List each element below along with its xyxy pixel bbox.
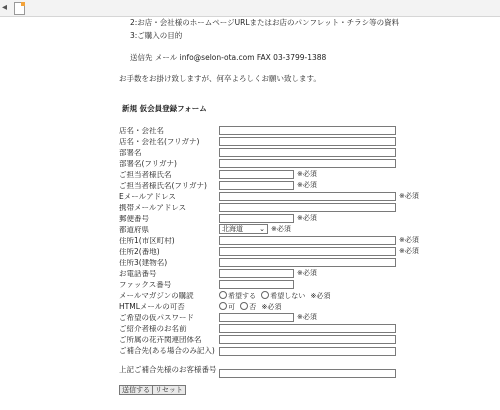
- phone-input[interactable]: [219, 269, 294, 278]
- radio-label: 希望しない: [270, 292, 306, 300]
- supplier-customer-number-input[interactable]: [219, 369, 396, 378]
- field-label: 上記ご補合先様のお客様番号: [119, 365, 217, 374]
- field-label: 住所1(市区町村): [119, 237, 175, 245]
- field-label: ご担当者様氏名(フリガナ): [119, 182, 207, 190]
- field-label: 郵便番号: [119, 215, 149, 223]
- field-label: ご所属の花卉関連団体名: [119, 336, 202, 344]
- address2-input[interactable]: [219, 247, 396, 256]
- field-label: 部署名(フリガナ): [119, 160, 177, 168]
- field-label: 店名・会社名(フリガナ): [119, 138, 200, 146]
- shop-name-input[interactable]: [219, 126, 396, 135]
- required-mark: ※必須: [399, 192, 419, 200]
- field-label: 部署名: [119, 149, 142, 157]
- contact-name-kana-input[interactable]: [219, 181, 294, 190]
- required-mark: ※必須: [261, 303, 282, 311]
- radio-label: 可: [228, 303, 235, 311]
- chevron-left-icon[interactable]: ◂: [2, 2, 8, 13]
- html-mail-no-radio[interactable]: [240, 302, 248, 310]
- field-label: Eメールアドレス: [119, 193, 176, 201]
- address3-input[interactable]: [219, 258, 396, 267]
- newsletter-radio-group: [219, 291, 330, 300]
- required-mark: ※必須: [297, 214, 317, 222]
- submit-button[interactable]: 送信する: [119, 385, 153, 395]
- send-info: 送信先 メール info@selon-ota.com FAX 03-3799-1388: [130, 53, 327, 62]
- field-label: 都道府県: [119, 226, 149, 234]
- fax-input[interactable]: [219, 280, 294, 289]
- flower-group-input[interactable]: [219, 335, 396, 344]
- reset-button[interactable]: リセット: [152, 385, 186, 395]
- field-label: HTMLメールの可否: [119, 303, 185, 311]
- required-mark: ※必須: [271, 225, 291, 233]
- radio-label: 希望する: [228, 292, 256, 300]
- field-label: 住所3(建物名): [119, 259, 168, 267]
- request-text: お手数をお掛け致しますが、何卒よろしくお願い致します。: [119, 74, 321, 83]
- newsletter-yes-radio[interactable]: [219, 291, 227, 299]
- field-label: ファックス番号: [119, 281, 172, 289]
- radio-label: 否: [249, 303, 257, 311]
- mobile-email-input[interactable]: [219, 203, 396, 212]
- required-mark: ※必須: [399, 236, 419, 244]
- shop-name-kana-input[interactable]: [219, 137, 396, 146]
- contact-name-input[interactable]: [219, 170, 294, 179]
- newsletter-no-radio[interactable]: [261, 291, 269, 299]
- password-input[interactable]: [219, 313, 294, 322]
- field-label: ご担当者様氏名: [119, 171, 172, 179]
- field-label: ご希望の仮パスワード: [119, 314, 194, 322]
- referrer-name-input[interactable]: [219, 324, 396, 333]
- required-mark: ※必須: [399, 247, 419, 255]
- field-label: お電話番号: [119, 270, 157, 278]
- browser-tab-bar: [0, 0, 500, 17]
- field-label: 店名・会社名: [119, 127, 164, 135]
- chevron-down-icon: ⌄: [259, 225, 265, 233]
- address1-input[interactable]: [219, 236, 396, 245]
- department-kana-input[interactable]: [219, 159, 396, 168]
- field-label: 携帯メールアドレス: [119, 204, 187, 212]
- html-mail-yes-radio[interactable]: [219, 302, 227, 310]
- required-mark: ※必須: [297, 313, 317, 321]
- department-input[interactable]: [219, 148, 396, 157]
- required-mark: ※必須: [310, 292, 331, 300]
- required-mark: ※必須: [297, 170, 317, 178]
- prefecture-select[interactable]: [219, 224, 268, 234]
- form-title: 新規 仮会員登録フォーム: [122, 104, 207, 113]
- field-label: ご補合先(ある場合のみ記入): [119, 346, 215, 355]
- required-mark: ※必須: [297, 181, 317, 189]
- field-label: メールマガジンの購読: [119, 292, 194, 300]
- required-mark: ※必須: [297, 269, 317, 277]
- prefecture-value: 北海道: [222, 225, 243, 233]
- page-icon[interactable]: [14, 2, 25, 15]
- postal-code-input[interactable]: [219, 214, 294, 223]
- intro-item-2: 2:お店・会社様のホームページURLまたはお店のパンフレット・チラシ等の資料: [130, 18, 400, 27]
- html-mail-radio-group: [219, 302, 281, 311]
- intro-item-3: 3:ご購入の目的: [130, 31, 183, 40]
- email-input[interactable]: [219, 192, 396, 201]
- supplier-input[interactable]: [219, 347, 396, 356]
- field-label: 住所2(番地): [119, 248, 160, 256]
- field-label: ご紹介者様のお名前: [119, 325, 187, 333]
